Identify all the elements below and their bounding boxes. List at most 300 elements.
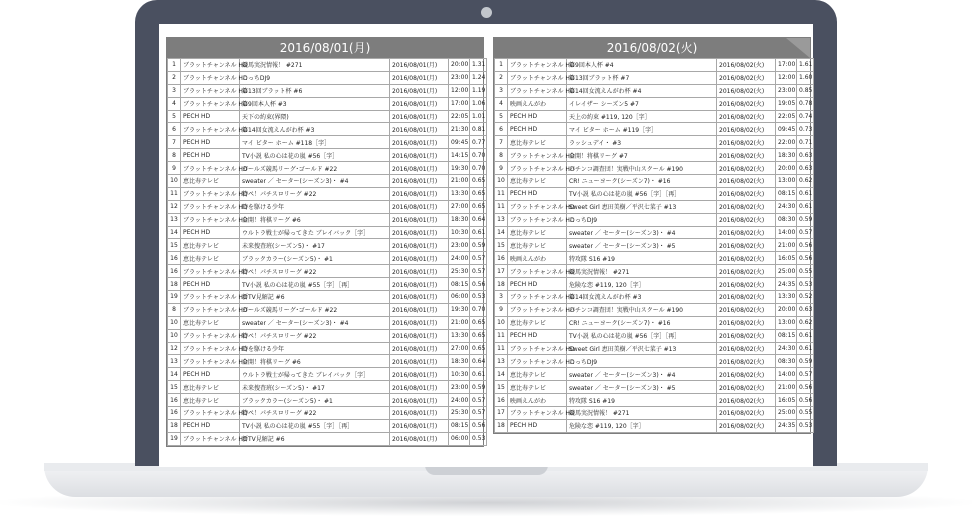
program-cell: 特攻隊 S16 #19 (567, 252, 717, 265)
table-row (495, 162, 814, 175)
rating-cell: 0.70 (470, 162, 487, 175)
time-cell: 18:30 (449, 355, 470, 368)
program-cell: 特ペ！パチスロリーグ #22 (240, 187, 390, 200)
date-cell: 2016/08/01(月) (390, 136, 449, 149)
program-cell: 特ペ！パチスロリーグ #22 (240, 329, 390, 342)
rank-cell: 19 (168, 291, 181, 304)
channel-cell: ブラットチャンネル HD (508, 162, 567, 175)
time-cell: 25:00 (776, 265, 797, 278)
time-cell: 08:15 (449, 419, 470, 432)
rating-cell: 0.56 (470, 278, 487, 291)
rank-cell: 11 (495, 342, 508, 355)
channel-cell: 映画えんがわ (508, 394, 567, 407)
rating-cell: 0.53 (797, 278, 814, 291)
channel-cell: PECH HD (508, 278, 567, 291)
table-row (495, 252, 814, 265)
time-cell: 27:00 (449, 200, 470, 213)
table-row (168, 381, 487, 394)
time-cell: 19:30 (449, 303, 470, 316)
rank-cell: 13 (495, 355, 508, 368)
rank-cell: 18 (168, 419, 181, 432)
time-cell: 18:30 (776, 149, 797, 162)
table-row (168, 84, 487, 97)
program-cell: 時を駆ける少年 (240, 200, 390, 213)
camera-icon (481, 7, 492, 18)
date-cell: 2016/08/01(月) (390, 381, 449, 394)
date-cell: 2016/08/01(月) (390, 123, 449, 136)
ranking-table (167, 58, 487, 446)
time-cell: 20:00 (776, 303, 797, 316)
rank-cell: 2 (495, 71, 508, 84)
table-row (495, 187, 814, 200)
channel-cell: PECH HD (181, 278, 240, 291)
rating-cell: 0.57 (470, 394, 487, 407)
time-cell: 17:00 (776, 59, 797, 72)
table-row (168, 175, 487, 188)
channel-cell: ブラットチャンネル HD (181, 71, 240, 84)
table-row (168, 149, 487, 162)
time-cell: 25:30 (449, 407, 470, 420)
table-row (495, 342, 814, 355)
channel-cell: ブラットチャンネル HD (181, 200, 240, 213)
rank-cell: 15 (495, 381, 508, 394)
rank-cell: 17 (495, 407, 508, 420)
rank-cell: 14 (168, 368, 181, 381)
channel-cell: PECH HD (181, 226, 240, 239)
table-row (168, 355, 487, 368)
ranking-panel-day1 (166, 37, 484, 447)
table-row (495, 123, 814, 136)
channel-cell: ブラットチャンネル HD (508, 265, 567, 278)
channel-cell: ブラットチャンネル HD (508, 213, 567, 226)
table-row (495, 303, 814, 316)
rating-cell: 0.63 (797, 303, 814, 316)
rank-cell: 18 (495, 419, 508, 432)
rank-cell: 16 (168, 407, 181, 420)
program-cell: TV小説 私の心は花の嵐 #56［字］［再］ (567, 329, 717, 342)
rating-cell: 0.74 (797, 110, 814, 123)
ranking-panel-day2 (493, 37, 811, 434)
date-cell: 2016/08/02(火) (717, 187, 776, 200)
panel-date-header: 2016/08/01(月) (167, 38, 483, 58)
channel-cell: ブラットチャンネル HD (508, 355, 567, 368)
date-cell: 2016/08/01(月) (390, 213, 449, 226)
date-cell: 2016/08/02(火) (717, 175, 776, 188)
program-cell: ブラックカラー(シーズン5)・ #1 (240, 394, 390, 407)
rank-cell: 12 (168, 342, 181, 355)
rating-cell: 0.70 (470, 149, 487, 162)
rating-cell: 0.61 (797, 329, 814, 342)
channel-cell: PECH HD (181, 149, 240, 162)
program-cell: sweater ／ セーター(シーズン3)・ #4 (567, 368, 717, 381)
rating-cell: 0.71 (797, 136, 814, 149)
program-cell: TV小説 私の心は花の嵐 #55［字］［再］ (240, 278, 390, 291)
time-cell: 08:30 (776, 355, 797, 368)
rating-cell: 0.56 (797, 252, 814, 265)
rating-cell: 0.53 (797, 419, 814, 432)
panel-date-header: 2016/08/02(火) (494, 38, 810, 58)
rating-cell: 0.61 (797, 187, 814, 200)
rating-cell: 0.62 (797, 175, 814, 188)
time-cell: 24:00 (449, 394, 470, 407)
rating-cell: 0.55 (797, 407, 814, 420)
program-cell: 天下の約束(界隈) (240, 110, 390, 123)
date-cell: 2016/08/01(月) (390, 252, 449, 265)
rank-cell: 7 (168, 136, 181, 149)
rating-cell: 0.81 (470, 123, 487, 136)
program-cell: CR! ニューヨーク(シーズン7)・ #16 (567, 175, 717, 188)
program-cell: こっちDJ9 (567, 213, 717, 226)
rank-cell: 7 (495, 136, 508, 149)
time-cell: 13:30 (449, 329, 470, 342)
table-row (168, 123, 487, 136)
channel-cell: PECH HD (181, 419, 240, 432)
program-cell: TV小説 私の心は花の嵐 #56［字］ (240, 149, 390, 162)
table-row (168, 239, 487, 252)
table-row (168, 136, 487, 149)
table-row (495, 407, 814, 420)
time-cell: 14:00 (776, 226, 797, 239)
channel-cell: ブラットチャンネル HD (181, 213, 240, 226)
rating-cell: 0.57 (470, 265, 487, 278)
date-cell: 2016/08/01(月) (390, 265, 449, 278)
channel-cell: 恵比寿テレビ (508, 381, 567, 394)
program-cell: 第14回女流えんがわ杯 #4 (567, 84, 717, 97)
rating-cell: 0.63 (797, 162, 814, 175)
rank-cell: 9 (495, 303, 508, 316)
channel-cell: 恵比寿テレビ (181, 175, 240, 188)
ranking-table (494, 58, 814, 433)
date-cell: 2016/08/01(月) (390, 419, 449, 432)
rank-cell: 14 (495, 368, 508, 381)
time-cell: 27:00 (449, 342, 470, 355)
channel-cell: ブラットチャンネル HD (181, 123, 240, 136)
table-row (495, 175, 814, 188)
channel-cell: PECH HD (181, 136, 240, 149)
time-cell: 21:00 (449, 175, 470, 188)
date-cell: 2016/08/01(月) (390, 316, 449, 329)
time-cell: 12:00 (449, 84, 470, 97)
table-row (495, 97, 814, 110)
time-cell: 19:30 (449, 162, 470, 175)
rating-cell: 1.60 (797, 71, 814, 84)
time-cell: 24:30 (776, 200, 797, 213)
channel-cell: ブラットチャンネル HD (181, 342, 240, 355)
rating-cell: 0.59 (797, 355, 814, 368)
time-cell: 21:00 (776, 239, 797, 252)
date-cell: 2016/08/01(月) (390, 110, 449, 123)
time-cell: 10:30 (449, 368, 470, 381)
rank-cell: 3 (495, 291, 508, 304)
rating-cell: 1.61 (797, 59, 814, 72)
date-cell: 2016/08/02(火) (717, 394, 776, 407)
rank-cell: 11 (495, 187, 508, 200)
rank-cell: 5 (168, 110, 181, 123)
date-cell: 2016/08/02(火) (717, 381, 776, 394)
time-cell: 16:05 (776, 394, 797, 407)
rating-cell: 0.55 (797, 265, 814, 278)
program-cell: 危険な恋 #119, 120［字］ (567, 278, 717, 291)
time-cell: 22:05 (449, 110, 470, 123)
date-cell: 2016/08/02(火) (717, 303, 776, 316)
rating-cell: 0.65 (470, 187, 487, 200)
channel-cell: ブラットチャンネル HD (181, 291, 240, 304)
channel-cell: ブラットチャンネル HD (181, 187, 240, 200)
date-cell: 2016/08/02(火) (717, 407, 776, 420)
rank-cell: 4 (495, 97, 508, 110)
program-cell: 時を駆ける少年 (240, 342, 390, 355)
rating-cell: 0.59 (470, 239, 487, 252)
program-cell: 第14回女流えんがわ杯 #3 (567, 291, 717, 304)
table-row (168, 394, 487, 407)
date-cell: 2016/08/01(月) (390, 329, 449, 342)
table-row (495, 213, 814, 226)
channel-cell: 恵比寿テレビ (508, 316, 567, 329)
date-cell: 2016/08/02(火) (717, 291, 776, 304)
program-cell: 特ペ！パチスロリーグ #22 (240, 407, 390, 420)
program-cell: ガールズ競馬リーグ･ゴールド #22 (240, 303, 390, 316)
table-row (495, 368, 814, 381)
program-cell: 特ペ！パチスロリーグ #22 (240, 265, 390, 278)
table-row (495, 226, 814, 239)
date-cell: 2016/08/01(月) (390, 291, 449, 304)
channel-cell: PECH HD (508, 110, 567, 123)
program-cell: ウルトラ戦士が帰ってきた ブレイバック［字］ (240, 368, 390, 381)
program-cell: sweater ／ セーター(シーズン3)・ #5 (567, 239, 717, 252)
channel-cell: ブラットチャンネル HD (181, 329, 240, 342)
date-cell: 2016/08/02(火) (717, 97, 776, 110)
program-cell: マイ ビター ホーム #119［字］ (567, 123, 717, 136)
program-cell: 第9回本人杯 #3 (240, 97, 390, 110)
rating-cell: 0.65 (470, 200, 487, 213)
rating-cell: 0.64 (470, 213, 487, 226)
rank-cell: 2 (168, 71, 181, 84)
time-cell: 14:00 (776, 368, 797, 381)
program-cell: 未来捜査班(シーズン5)・ #17 (240, 381, 390, 394)
table-row (495, 84, 814, 97)
rank-cell: 16 (495, 252, 508, 265)
date-cell: 2016/08/02(火) (717, 316, 776, 329)
rank-cell: 13 (495, 213, 508, 226)
table-row (168, 265, 487, 278)
time-cell: 09:45 (776, 123, 797, 136)
program-cell: ガールズ競馬リーグ･ゴールド #22 (240, 162, 390, 175)
rank-cell: 6 (495, 123, 508, 136)
rating-cell: 0.73 (797, 123, 814, 136)
program-cell: パチンコ調査団！実戦中山スクール #190 (567, 303, 717, 316)
rank-cell: 12 (168, 200, 181, 213)
channel-cell: 映画えんがわ (508, 252, 567, 265)
program-cell: TV小説 私の心は花の嵐 #55［字］［再］ (240, 419, 390, 432)
program-cell: 全開！将棋リーグ #6 (240, 213, 390, 226)
rating-cell: 0.78 (797, 97, 814, 110)
rank-cell: 9 (168, 162, 181, 175)
channel-cell: 恵比寿テレビ (181, 239, 240, 252)
rank-cell: 8 (495, 149, 508, 162)
date-cell: 2016/08/01(月) (390, 59, 449, 72)
channel-cell: ブラットチャンネル HD (181, 162, 240, 175)
channel-cell: 恵比寿テレビ (181, 394, 240, 407)
program-cell: 第14回女流えんがわ杯 #3 (240, 123, 390, 136)
rank-cell: 11 (168, 187, 181, 200)
table-row (495, 59, 814, 72)
channel-cell: PECH HD (508, 419, 567, 432)
time-cell: 19:05 (776, 97, 797, 110)
channel-cell: ブラットチャンネル HD (181, 265, 240, 278)
rank-cell: 19 (168, 432, 181, 445)
table-row (168, 368, 487, 381)
rank-cell: 6 (168, 123, 181, 136)
date-cell: 2016/08/02(火) (717, 213, 776, 226)
date-cell: 2016/08/02(火) (717, 265, 776, 278)
date-cell: 2016/08/01(月) (390, 187, 449, 200)
date-cell: 2016/08/01(月) (390, 149, 449, 162)
date-cell: 2016/08/02(火) (717, 355, 776, 368)
rating-cell: 0.70 (470, 303, 487, 316)
rating-cell: 0.56 (470, 419, 487, 432)
program-cell: sweater ／ セーター(シーズン3)・ #4 (240, 175, 390, 188)
table-row (495, 136, 814, 149)
channel-cell: ブラットチャンネル HD (508, 342, 567, 355)
program-cell: ブラックカラー(シーズン5)・ #1 (240, 252, 390, 265)
channel-cell: ブラットチャンネル HD (181, 97, 240, 110)
program-cell: マイ ビター ホーム #118［字］ (240, 136, 390, 149)
rating-cell: 0.62 (797, 316, 814, 329)
time-cell: 16:05 (776, 252, 797, 265)
time-cell: 22:00 (776, 136, 797, 149)
table-row (168, 200, 487, 213)
date-cell: 2016/08/02(火) (717, 84, 776, 97)
rank-cell: 9 (495, 162, 508, 175)
program-cell: こっちDJ9 (240, 71, 390, 84)
date-cell: 2016/08/02(火) (717, 368, 776, 381)
program-cell: Sweet Girl 恵田美樹／平沢七菜子 #13 (567, 200, 717, 213)
rank-cell: 14 (495, 226, 508, 239)
channel-cell: 恵比寿テレビ (508, 136, 567, 149)
program-cell: こっちDJ9 (567, 355, 717, 368)
time-cell: 20:00 (776, 162, 797, 175)
rank-cell: 16 (168, 394, 181, 407)
table-row (495, 316, 814, 329)
channel-cell: 恵比寿テレビ (508, 239, 567, 252)
table-row (168, 59, 487, 72)
channel-cell: ブラットチャンネル HD (508, 200, 567, 213)
rating-cell: 0.56 (797, 394, 814, 407)
program-cell: 第13回ブラット杯 #6 (240, 84, 390, 97)
table-row (495, 110, 814, 123)
date-cell: 2016/08/02(火) (717, 278, 776, 291)
program-cell: 未来捜査班(シーズン5)・ #17 (240, 239, 390, 252)
table-row (495, 291, 814, 304)
time-cell: 13:00 (776, 175, 797, 188)
rating-cell: 1.01 (470, 110, 487, 123)
program-cell: Sweet Girl 恵田美樹／平沢七菜子 #13 (567, 342, 717, 355)
channel-cell: 恵比寿テレビ (181, 252, 240, 265)
channel-cell: 恵比寿テレビ (181, 316, 240, 329)
rating-cell: 0.56 (797, 239, 814, 252)
rank-cell: 10 (168, 316, 181, 329)
date-cell: 2016/08/01(月) (390, 432, 449, 445)
rating-cell: 0.64 (470, 355, 487, 368)
date-cell: 2016/08/01(月) (390, 71, 449, 84)
date-cell: 2016/08/01(月) (390, 368, 449, 381)
date-cell: 2016/08/01(月) (390, 278, 449, 291)
rank-cell: 10 (168, 329, 181, 342)
rating-cell: 1.31 (470, 59, 487, 72)
time-cell: 21:00 (776, 381, 797, 394)
channel-cell: ブラットチャンネル HD (181, 84, 240, 97)
channel-cell: PECH HD (508, 123, 567, 136)
channel-cell: 映画えんがわ (508, 97, 567, 110)
rating-cell: 0.77 (470, 136, 487, 149)
program-cell: 競馬実況情報！ #271 (240, 59, 390, 72)
program-cell: イレイザー シーズン5 #7 (567, 97, 717, 110)
program-cell: パチンコ調査団！実戦中山スクール #190 (567, 162, 717, 175)
rank-cell: 18 (495, 278, 508, 291)
table-row (495, 419, 814, 432)
table-row (168, 187, 487, 200)
rating-cell: 1.24 (470, 71, 487, 84)
program-cell: ウルトラ戦士が帰ってきた ブレイバック［字］ (240, 226, 390, 239)
rating-cell: 0.57 (797, 368, 814, 381)
date-cell: 2016/08/02(火) (717, 200, 776, 213)
program-cell: sweater ／ セーター(シーズン3)・ #4 (240, 316, 390, 329)
channel-cell: PECH HD (508, 329, 567, 342)
rank-cell: 11 (495, 200, 508, 213)
date-cell: 2016/08/01(月) (390, 226, 449, 239)
channel-cell: ブラットチャンネル HD (181, 303, 240, 316)
date-cell: 2016/08/02(火) (717, 419, 776, 432)
table-row (495, 239, 814, 252)
channel-cell: 恵比寿テレビ (181, 381, 240, 394)
time-cell: 13:00 (776, 316, 797, 329)
rank-cell: 18 (168, 278, 181, 291)
date-cell: 2016/08/02(火) (717, 123, 776, 136)
table-row (168, 432, 487, 445)
time-cell: 17:00 (449, 97, 470, 110)
time-cell: 09:45 (449, 136, 470, 149)
table-row (168, 71, 487, 84)
rank-cell: 3 (495, 84, 508, 97)
rating-cell: 0.61 (470, 368, 487, 381)
table-row (168, 316, 487, 329)
time-cell: 14:15 (449, 149, 470, 162)
date-cell: 2016/08/02(火) (717, 59, 776, 72)
rank-cell: 10 (495, 175, 508, 188)
time-cell: 23:00 (776, 84, 797, 97)
date-cell: 2016/08/02(火) (717, 162, 776, 175)
table-row (168, 97, 487, 110)
channel-cell: ブラットチャンネル HD (508, 303, 567, 316)
date-cell: 2016/08/02(火) (717, 71, 776, 84)
date-cell: 2016/08/01(月) (390, 97, 449, 110)
channel-cell: ブラットチャンネル HD (181, 432, 240, 445)
rating-cell: 0.65 (470, 175, 487, 188)
table-row (168, 303, 487, 316)
program-cell: 危険な恋 #119, 120［字］ (567, 419, 717, 432)
time-cell: 06:00 (449, 432, 470, 445)
time-cell: 23:00 (449, 239, 470, 252)
table-row (495, 278, 814, 291)
channel-cell: ブラットチャンネル HD (181, 59, 240, 72)
program-cell: 第9回本人杯 #4 (567, 59, 717, 72)
program-cell: ラッシュデイ・ #3 (567, 136, 717, 149)
rank-cell: 3 (168, 84, 181, 97)
channel-cell: PECH HD (181, 110, 240, 123)
date-cell: 2016/08/02(火) (717, 342, 776, 355)
rating-cell: 0.63 (797, 149, 814, 162)
table-row (168, 407, 487, 420)
